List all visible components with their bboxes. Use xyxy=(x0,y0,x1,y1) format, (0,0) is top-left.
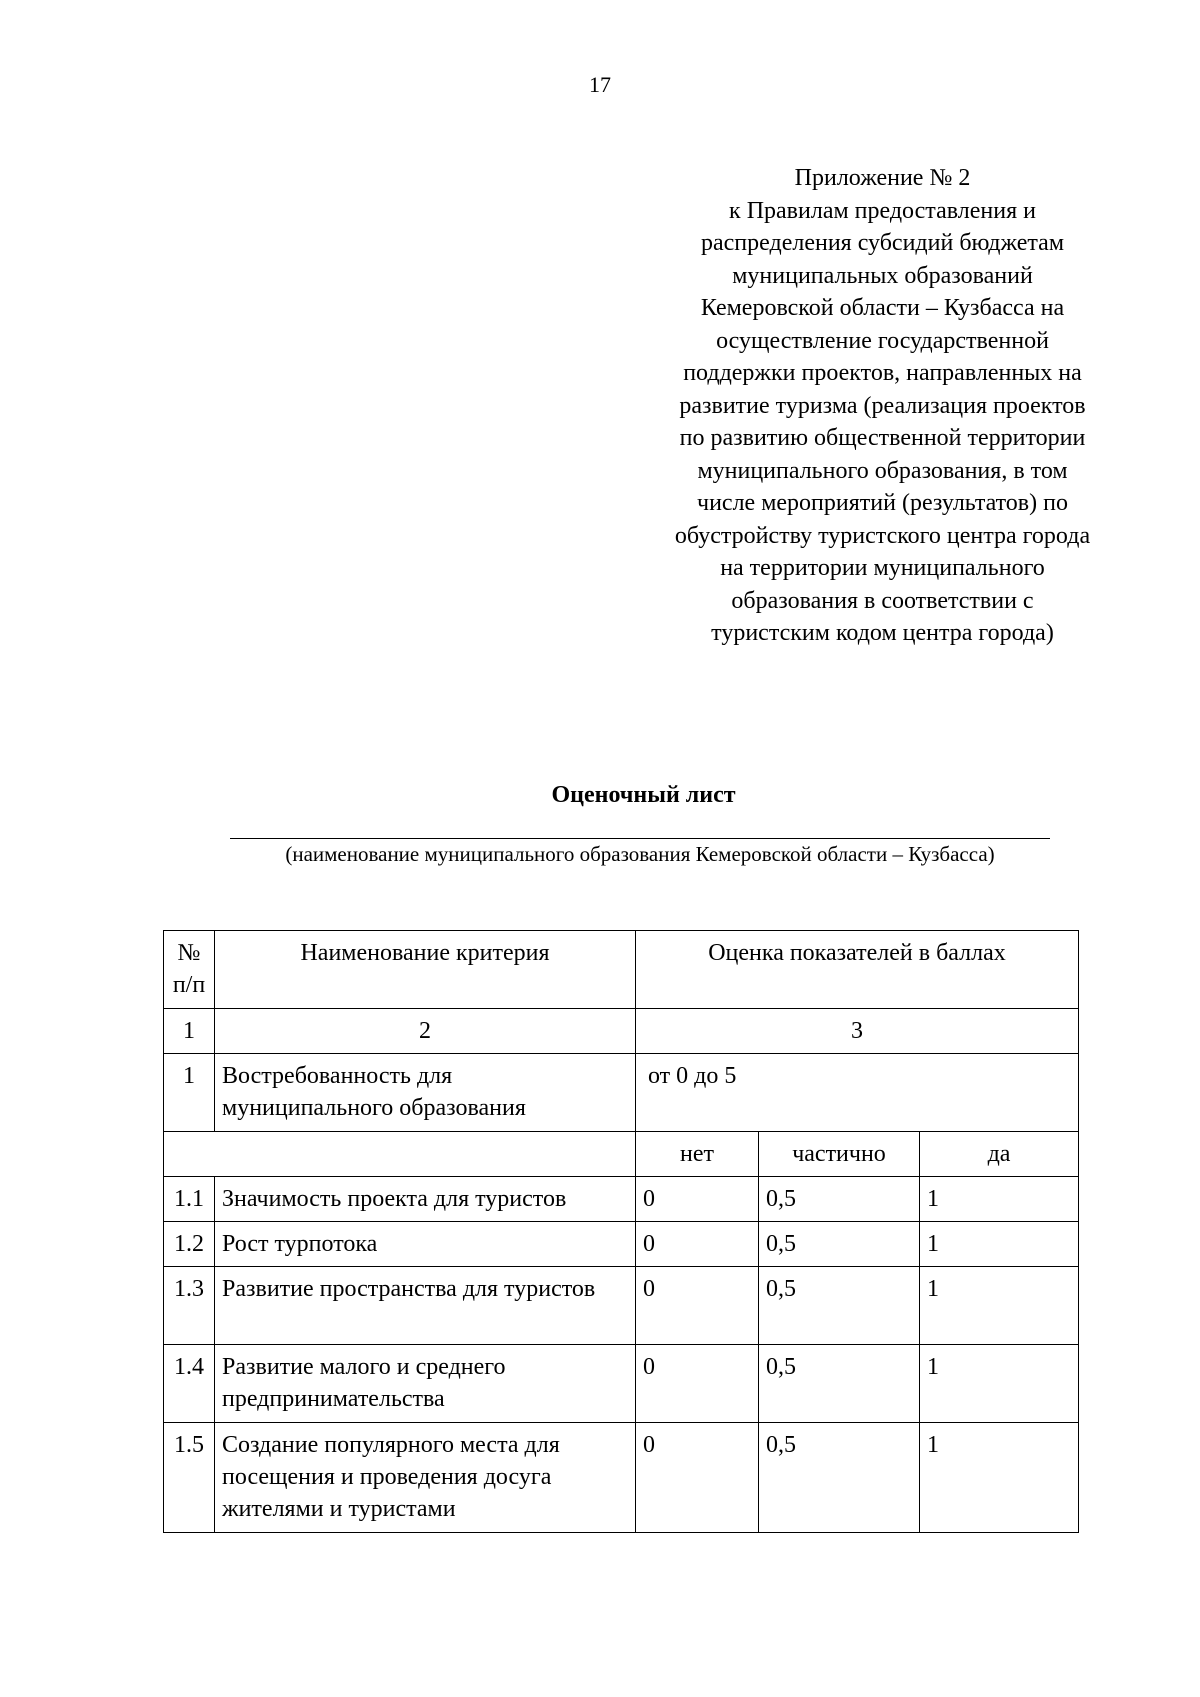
score-yes: 1 xyxy=(920,1267,1079,1345)
row-name: Значимость проекта для туристов xyxy=(215,1177,636,1222)
score-no: 0 xyxy=(636,1222,759,1267)
grade-label-yes: да xyxy=(920,1132,1079,1177)
score-partial: 0,5 xyxy=(759,1222,920,1267)
row-num: 1.5 xyxy=(164,1423,215,1533)
row-name: Рост турпотока xyxy=(215,1222,636,1267)
row-name: Развитие малого и среднего предпринимательства xyxy=(215,1345,636,1423)
table-row xyxy=(164,1267,1079,1345)
document-title: Оценочный лист xyxy=(551,782,736,808)
appendix-line: поддержки проектов, направленных на xyxy=(683,360,1082,386)
score-no: 0 xyxy=(636,1423,759,1533)
appendix-line: к Правилам предоставления и xyxy=(729,197,1036,224)
empty-cell xyxy=(164,1132,636,1177)
score-yes: 1 xyxy=(920,1222,1079,1267)
score-yes: 1 xyxy=(920,1177,1079,1222)
score-no: 0 xyxy=(636,1267,759,1345)
appendix-line: числе мероприятий (результатов) по xyxy=(697,490,1068,516)
page-number: 17 xyxy=(589,72,611,97)
grade-label-partial: частично xyxy=(759,1132,920,1177)
appendix-line: осуществление государственной xyxy=(716,327,1049,354)
score-partial: 0,5 xyxy=(759,1267,920,1345)
score-range: от 0 до 5 xyxy=(636,1054,1079,1132)
appendix-line: образования в соответствии с xyxy=(731,587,1034,614)
table-row xyxy=(164,1423,1079,1533)
appendix-line: муниципальных образований xyxy=(732,262,1033,289)
row-num: 1.1 xyxy=(164,1177,215,1222)
appendix-line: Кемеровской области – Кузбасса на xyxy=(700,295,1065,321)
row-name: Развитие пространства для туристов xyxy=(215,1267,636,1345)
criteria-table xyxy=(163,930,1079,1533)
appendix-header xyxy=(625,162,1140,650)
row-num: 1 xyxy=(164,1054,215,1132)
main-criterion-row xyxy=(164,1054,1079,1132)
index-cell: 3 xyxy=(636,1009,1079,1054)
score-no: 0 xyxy=(636,1345,759,1423)
grade-labels-row xyxy=(164,1132,1079,1177)
grade-label-no: нет xyxy=(636,1132,759,1177)
appendix-line: Приложение № 2 xyxy=(794,165,971,191)
table-index-row xyxy=(164,1009,1079,1054)
index-cell: 2 xyxy=(215,1009,636,1054)
row-num: 1.2 xyxy=(164,1222,215,1267)
index-cell: 1 xyxy=(164,1009,215,1054)
table-row xyxy=(164,1177,1079,1222)
header-num: № п/п xyxy=(164,931,215,1009)
appendix-line: развитие туризма (реализация проектов xyxy=(679,392,1086,419)
score-partial: 0,5 xyxy=(759,1423,920,1533)
appendix-line: туристским кодом центра города) xyxy=(711,620,1054,646)
row-num: 1.3 xyxy=(164,1267,215,1345)
row-num: 1.4 xyxy=(164,1345,215,1423)
row-name: Востребованность для муниципального образования xyxy=(215,1054,636,1132)
fill-in-caption: (наименование муниципального образования Кемеровской области – Кузбасса) xyxy=(285,842,995,866)
score-yes: 1 xyxy=(920,1423,1079,1533)
header-name: Наименование критерия xyxy=(215,931,636,1009)
table-header-row xyxy=(164,931,1079,1009)
table-row xyxy=(164,1345,1079,1423)
fill-in-line xyxy=(230,838,1050,839)
score-no: 0 xyxy=(636,1177,759,1222)
appendix-line: муниципального образования, в том xyxy=(697,457,1068,484)
appendix-line: распределения субсидий бюджетам xyxy=(701,230,1064,256)
score-partial: 0,5 xyxy=(759,1345,920,1423)
appendix-line: по развитию общественной территории xyxy=(679,425,1086,451)
row-name: Создание популярного места для посещения и проведения досуга жителями и туристами xyxy=(215,1423,636,1533)
appendix-line: обустройству туристского центра города xyxy=(674,522,1091,549)
appendix-line: на территории муниципального xyxy=(720,555,1045,581)
table-row xyxy=(164,1222,1079,1267)
score-partial: 0,5 xyxy=(759,1177,920,1222)
header-score: Оценка показателей в баллах xyxy=(636,931,1079,1009)
score-yes: 1 xyxy=(920,1345,1079,1423)
